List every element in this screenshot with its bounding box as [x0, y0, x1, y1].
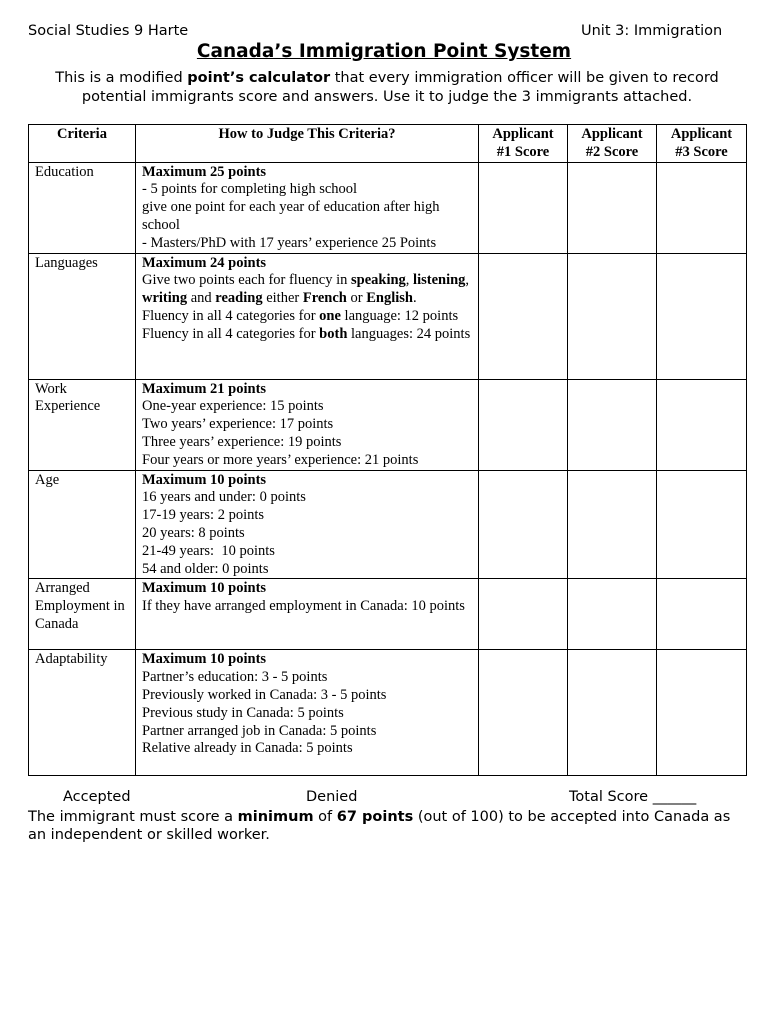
age-applicant-3-score[interactable]: [657, 470, 747, 579]
languages-writing: writing: [142, 290, 188, 307]
adaptability-line-4: Partner arranged job in Canada: 5 points: [142, 722, 377, 739]
adaptability-max: Maximum 10 points: [142, 651, 267, 668]
languages-both-pre: Fluency in all 4 categories for: [142, 325, 320, 342]
criteria-arranged-employment: Arranged Employment in Canada: [29, 579, 136, 650]
work-applicant-2-score[interactable]: [568, 379, 657, 470]
employment-max: Maximum 10 points: [142, 580, 267, 597]
languages-french: French: [302, 290, 347, 307]
languages-one-post: language: 12 points: [340, 307, 459, 324]
languages-one-pre: Fluency in all 4 categories for: [142, 307, 320, 324]
age-applicant-2-score[interactable]: [568, 470, 657, 579]
intro-text-2: that every immigration officer will be given to record potential immigrants score and answers. Use it to judge the 3 immigrants attached.: [81, 70, 719, 105]
employment-line-1: If they have arranged employment in Canada: 10 points: [142, 598, 465, 615]
age-line-5: 54 and older: 0 points: [142, 560, 269, 577]
adaptability-line-2: Previously worked in Canada: 3 - 5 points: [142, 686, 387, 703]
adaptability-applicant-3-score[interactable]: [657, 650, 747, 776]
languages-either: either: [262, 290, 303, 307]
footnote-67-points: 67 points: [336, 809, 414, 825]
header-criteria: Criteria: [29, 125, 136, 163]
criteria-age: Age: [29, 470, 136, 579]
criteria-languages: Languages: [29, 253, 136, 379]
unit-label: Unit 3: Immigration: [581, 23, 723, 39]
languages-or: or: [346, 290, 367, 307]
languages-both-bold: both: [319, 325, 348, 342]
header-how-to-judge: How to Judge This Criteria?: [136, 125, 479, 163]
education-description: [136, 162, 479, 253]
age-line-4: 21-49 years: 10 points: [142, 542, 275, 559]
age-line-3: 20 years: 8 points: [142, 524, 245, 541]
languages-both-line: [142, 326, 474, 344]
education-max: Maximum 25 points: [142, 163, 267, 180]
intro-paragraph: [28, 69, 746, 107]
languages-speaking: speaking: [350, 272, 406, 289]
languages-text-1: Give two points each for fluency in: [142, 272, 351, 289]
course-label: Social Studies 9 Harte: [28, 23, 189, 39]
work-applicant-3-score[interactable]: [657, 379, 747, 470]
languages-reading: reading: [215, 290, 263, 307]
adaptability-applicant-1-score[interactable]: [479, 650, 568, 776]
age-max: Maximum 10 points: [142, 471, 267, 488]
education-applicant-2-score[interactable]: [568, 162, 657, 253]
criteria-adaptability: Adaptability: [29, 650, 136, 776]
denied-label[interactable]: Denied: [306, 789, 358, 805]
employment-applicant-2-score[interactable]: [568, 579, 657, 650]
criteria-work-experience: Work Experience: [29, 379, 136, 470]
age-description: [136, 470, 479, 579]
employment-applicant-1-score[interactable]: [479, 579, 568, 650]
languages-applicant-3-score[interactable]: [657, 253, 747, 379]
languages-applicant-1-score[interactable]: [479, 253, 568, 379]
page-title: Canada’s Immigration Point System: [196, 41, 572, 62]
adaptability-line-1: Partner’s education: 3 - 5 points: [142, 669, 328, 686]
age-applicant-1-score[interactable]: [479, 470, 568, 579]
languages-both-post: languages: 24 points: [347, 325, 471, 342]
table-row-arranged-employment: [29, 579, 747, 650]
education-line-1: - 5 points for completing high school: [142, 181, 358, 198]
age-line-1: 16 years and under: 0 points: [142, 489, 306, 506]
footnote: [28, 808, 746, 844]
intro-bold: point’s calculator: [187, 70, 331, 86]
adaptability-applicant-2-score[interactable]: [568, 650, 657, 776]
languages-fluency-text: [142, 272, 474, 308]
education-applicant-3-score[interactable]: [657, 162, 747, 253]
header-applicant-2: Applicant #2 Score: [568, 125, 657, 163]
adaptability-line-3: Previous study in Canada: 5 points: [142, 704, 344, 721]
work-line-1: One-year experience: 15 points: [142, 398, 324, 415]
table-header-row: [29, 125, 747, 163]
languages-applicant-2-score[interactable]: [568, 253, 657, 379]
work-line-2: Two years’ experience: 17 points: [142, 416, 334, 433]
languages-description: [136, 253, 479, 379]
languages-english: English: [366, 290, 413, 307]
work-line-4: Four years or more years’ experience: 21 points: [142, 451, 419, 468]
footnote-text-3: (out of 100) to be accepted into Canada as an independent or skilled worker.: [28, 809, 731, 843]
education-applicant-1-score[interactable]: [479, 162, 568, 253]
languages-max: Maximum 24 points: [142, 254, 267, 271]
table-row-age: [29, 470, 747, 579]
languages-one-line: [142, 308, 474, 326]
languages-comma-2: ,: [465, 272, 470, 289]
work-applicant-1-score[interactable]: [479, 379, 568, 470]
table-row-languages: [29, 253, 747, 379]
footnote-text-1: The immigrant must score a: [28, 809, 238, 825]
employment-description: [136, 579, 479, 650]
adaptability-description: [136, 650, 479, 776]
criteria-education: Education: [29, 162, 136, 253]
education-line-2: give one point for each year of education after high school: [142, 199, 440, 233]
work-description: [136, 379, 479, 470]
adaptability-line-5: Relative already in Canada: 5 points: [142, 740, 353, 757]
header-applicant-1: Applicant #1 Score: [479, 125, 568, 163]
points-table: [28, 124, 747, 776]
languages-and: and: [187, 290, 216, 307]
languages-period: .: [412, 290, 417, 307]
languages-one-bold: one: [319, 307, 341, 324]
languages-comma-1: ,: [405, 272, 414, 289]
header-applicant-3: Applicant #3 Score: [657, 125, 747, 163]
total-score-field[interactable]: Total Score ______: [569, 789, 697, 805]
table-row-education: [29, 162, 747, 253]
accepted-label[interactable]: Accepted: [63, 789, 131, 805]
age-line-2: 17-19 years: 2 points: [142, 507, 265, 524]
intro-text-1: This is a modified: [55, 70, 188, 86]
table-row-adaptability: [29, 650, 747, 776]
work-max: Maximum 21 points: [142, 380, 267, 397]
education-line-3: - Masters/PhD with 17 years’ experience 25 Points: [142, 234, 437, 251]
languages-listening: listening: [413, 272, 466, 289]
table-row-work-experience: [29, 379, 747, 470]
footnote-text-2: of: [313, 809, 337, 825]
work-line-3: Three years’ experience: 19 points: [142, 433, 342, 450]
employment-applicant-3-score[interactable]: [657, 579, 747, 650]
footnote-minimum: minimum: [237, 809, 314, 825]
